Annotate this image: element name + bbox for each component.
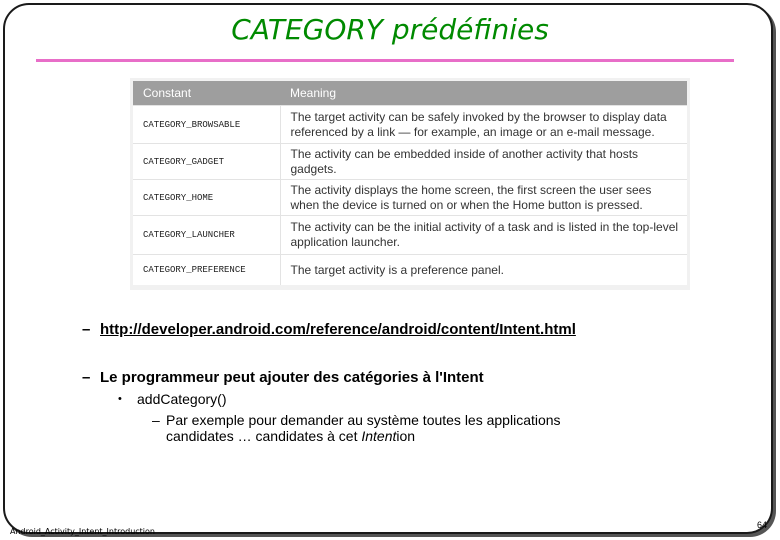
constant-cell: CATEGORY_PREFERENCE [133,255,280,286]
bullet-link [82,321,576,338]
header-constant: Constant [133,81,280,106]
table-row [133,144,687,180]
detail-line2-prefix: candidates … candidates à cet [166,428,362,444]
intent-point-text: Le programmeur peut ajouter des catégories à l'Intent [100,369,484,386]
header-meaning: Meaning [280,81,687,106]
table-row [133,180,687,216]
detail-line2 [152,428,692,444]
table-row [133,216,687,255]
slide-title: CATEGORY prédéfinies [231,13,549,46]
reference-link[interactable]: http://developer.android.com/reference/android/content/Intent.html [100,321,576,338]
dash-marker: – [152,412,160,428]
page-number: 64 [757,520,768,530]
dash-marker: – [82,321,91,338]
meaning-cell: The target activity is a preference panel. [280,255,687,286]
footer-title: Android_Activity_Intent_Introduction [10,527,155,536]
meaning-cell: The activity can be embedded inside of another activity that hosts gadgets. [280,144,687,180]
table-row [133,106,687,144]
detail-line2-italic: Intent [361,428,397,444]
bullet-intent [82,369,484,386]
bullet-add-category [118,391,227,407]
table-row [133,255,687,286]
detail-line1: Par exemple pour demander au système toutes les applications [166,412,561,428]
bullet-detail [152,412,692,444]
meaning-cell: The activity displays the home screen, the first screen the user sees when the device is turned on or when the Home button is pressed. [280,180,687,216]
bullet-dot: • [118,393,122,405]
detail-line2-suffix: ion [396,428,416,444]
constant-cell: CATEGORY_LAUNCHER [133,216,280,255]
category-table [133,81,687,285]
meaning-cell: The target activity can be safely invoked by the browser to display data referenced by a link — for example, an image or an e-mail message. [280,106,687,144]
constant-cell: CATEGORY_GADGET [133,144,280,180]
title-underline [36,59,734,62]
meaning-cell: The activity can be the initial activity of a task and is listed in the top-level application launcher. [280,216,687,255]
dash-marker: – [82,369,91,386]
category-table-image [130,78,690,290]
add-category-text: addCategory() [137,391,227,407]
constant-cell: CATEGORY_BROWSABLE [133,106,280,144]
table-header-row [133,81,687,106]
constant-cell: CATEGORY_HOME [133,180,280,216]
